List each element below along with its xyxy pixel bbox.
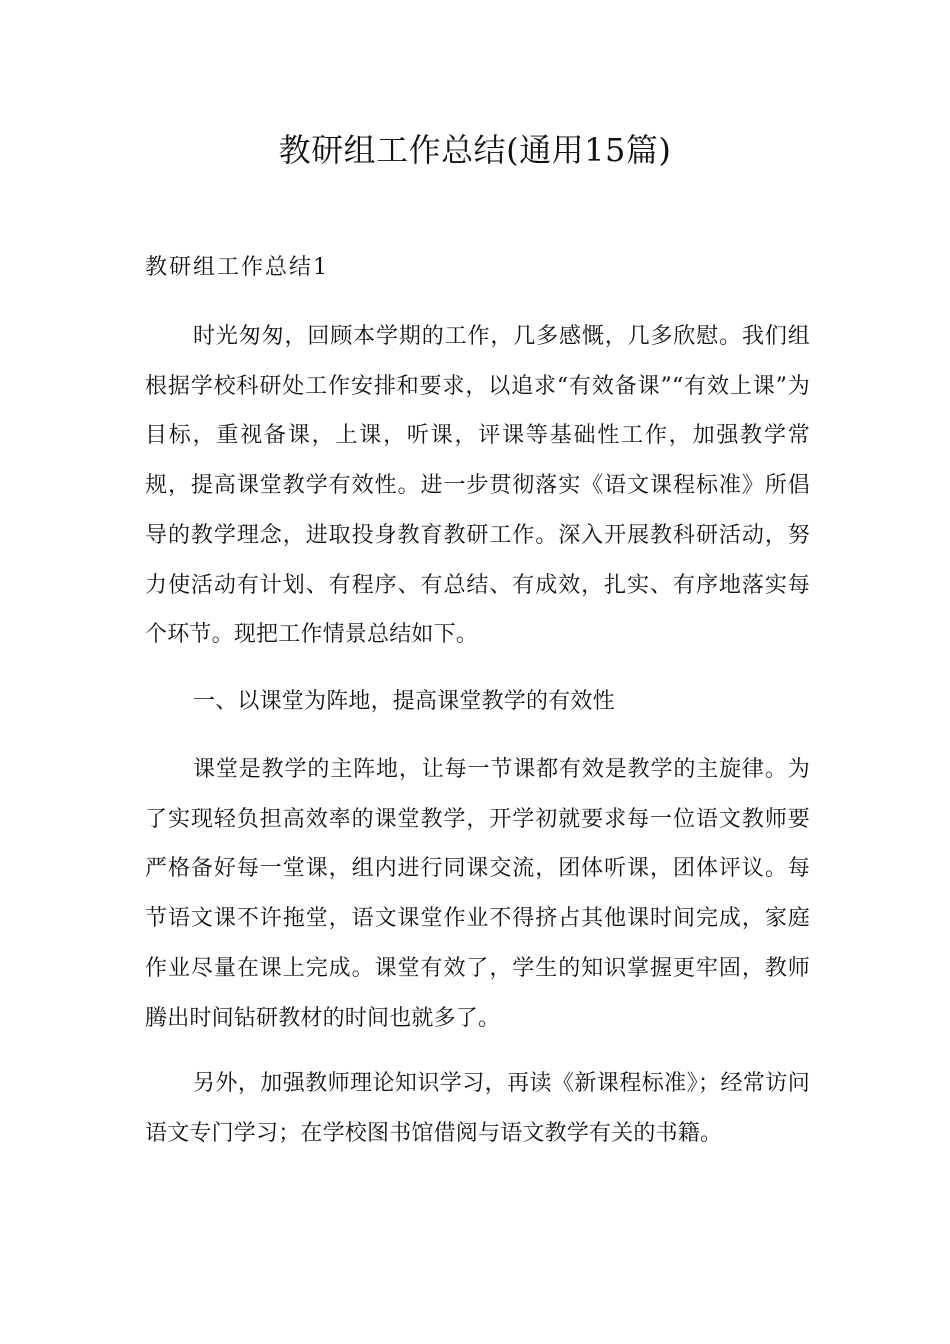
document-title: 教研组工作总结(通用15篇) [278,131,672,169]
paragraph-subheading: 一、以课堂为阵地，提高课堂教学的有效性 [193,689,615,714]
section-heading: 教研组工作总结1 [145,255,329,280]
paragraph-intro: 时光匆匆，回顾本学期的工作，几多感慨，几多欣慰。我们组根据学校科研处工作安排和要求，以追求“有效备课”“有效上课”为目标，重视备课，上课，听课，评课等基础性工作，加强教学常规，提高课堂教学有效性。进一步贯彻落实《语文课程标准》所倡导的教学理念，进取投身教育教研工作。深入开展教科研活动，努力使活动有计划、有程序、有总结、有成效，扎实、有序地落实每个环节。现把工作情景总结如下。 [145,324,810,648]
paragraph-study: 另外，加强教师理论知识学习，再读《新课程标准》；经常访问语文专门学习；在学校图书馆借阅与语文教学有关的书籍。 [145,1071,810,1146]
paragraph-classroom: 课堂是教学的主阵地，让每一节课都有效是教学的主旋律。为了实现轻负担高效率的课堂教学，开学初就要求每一位语文教师要严格备好每一堂课，组内进行同课交流，团体听课，团体评议。每节语文课不许拖堂，语文课堂作业不得挤占其他课时间完成，家庭作业尽量在课上完成。课堂有效了，学生的知识掌握更牢固，教师腾出时间钻研教材的时间也就多了。 [145,757,810,1031]
